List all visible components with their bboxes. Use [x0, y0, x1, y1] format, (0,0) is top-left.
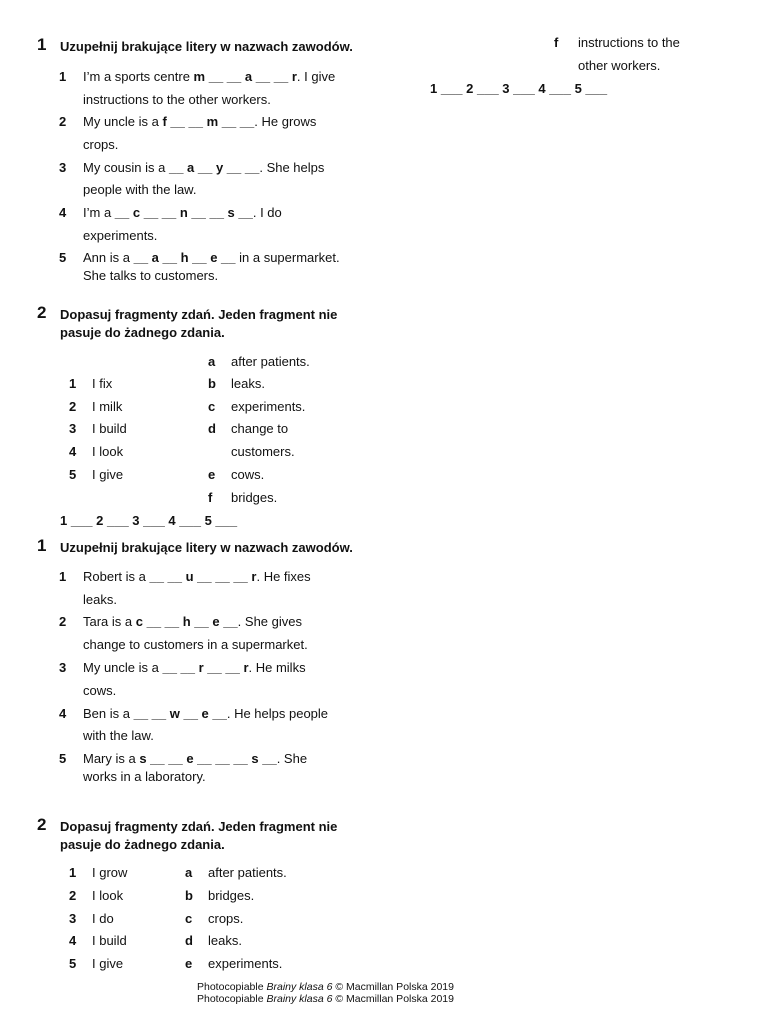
option-letter: e	[208, 467, 216, 482]
footer-copyright: Photocopiable Brainy klasa 6 © Macmillan Polska 2019	[197, 981, 454, 993]
section-heading-cont: pasuje do żadnego zdania.	[60, 837, 225, 852]
item-number: 3	[59, 660, 67, 675]
word-blanks[interactable]: f __ __ m __ __	[162, 114, 255, 129]
item-text: I look	[92, 444, 124, 459]
item-text: I do	[92, 911, 114, 926]
word-blanks[interactable]: __ a __ y __ __	[168, 160, 260, 175]
item-number: 3	[69, 421, 77, 436]
section-heading-cont: pasuje do żadnego zdania.	[60, 325, 225, 340]
item-text: I look	[92, 888, 124, 903]
item-number: 4	[69, 933, 77, 948]
option-letter: a	[185, 865, 193, 880]
item-text-cont: cows.	[83, 683, 117, 698]
section-number: 1	[37, 35, 47, 54]
item-number: 4	[69, 444, 77, 459]
section-number: 2	[37, 303, 47, 322]
section-heading: Dopasuj fragmenty zdań. Jeden fragment nie	[60, 819, 338, 834]
item-number: 1	[69, 865, 77, 880]
item-number: 2	[59, 114, 67, 129]
item-text-cont: works in a laboratory.	[83, 769, 206, 784]
item-number: 2	[59, 614, 67, 629]
item-number: 5	[59, 250, 67, 265]
item-text: I fix	[92, 376, 113, 391]
word-blanks[interactable]: __ __ r __ __ r	[162, 660, 249, 675]
word-blanks[interactable]: __ a __ h __ e __	[133, 250, 236, 265]
option-text: leaks.	[231, 376, 265, 391]
item-text: I grow	[92, 865, 128, 880]
word-blanks[interactable]: m __ __ a __ __ r	[193, 69, 297, 84]
option-text: change to	[231, 421, 289, 436]
item-number: 2	[69, 399, 77, 414]
option-letter: e	[185, 956, 193, 971]
item-text: I milk	[92, 399, 123, 414]
option-letter: b	[185, 888, 193, 903]
footer-copyright: Photocopiable Brainy klasa 6 © Macmillan Polska 2019	[197, 993, 454, 1005]
item-text: I give	[92, 956, 124, 971]
section-number: 1	[37, 536, 47, 555]
item-number: 2	[69, 888, 77, 903]
section-heading: Uzupełnij brakujące litery w nazwach zawodów.	[60, 540, 353, 555]
option-text: after patients.	[231, 354, 310, 369]
option-text: bridges.	[208, 888, 255, 903]
option-text: bridges.	[231, 490, 278, 505]
option-letter: f	[554, 35, 559, 50]
option-letter: f	[208, 490, 213, 505]
word-blanks[interactable]: __ __ u __ __ __ r	[149, 569, 257, 584]
item-text: Tara is a c __ __ h __ e __. She gives	[83, 614, 302, 629]
item-number: 4	[59, 706, 67, 721]
item-text: Ben is a __ __ w __ e __. He helps people	[83, 706, 329, 721]
item-text-cont: experiments.	[83, 228, 158, 243]
word-blanks[interactable]: __ __ w __ e __	[133, 706, 227, 721]
option-letter: c	[185, 911, 193, 926]
item-number: 1	[59, 69, 67, 84]
option-text-cont: customers.	[231, 444, 295, 459]
word-blanks[interactable]: __ c __ __ n __ __ s __	[114, 205, 253, 220]
option-text: after patients.	[208, 865, 287, 880]
section-number: 2	[37, 815, 47, 834]
section-heading: Dopasuj fragmenty zdań. Jeden fragment nie	[60, 307, 338, 322]
item-text: Ann is a __ a __ h __ e __ in a supermarket.	[83, 250, 340, 265]
item-text: I give	[92, 467, 124, 482]
option-text: leaks.	[208, 933, 242, 948]
item-number: 4	[59, 205, 67, 220]
item-text-cont: change to customers in a supermarket.	[83, 637, 308, 652]
item-text-cont: instructions to the other workers.	[83, 92, 271, 107]
item-text: Robert is a __ __ u __ __ __ r. He fixes	[83, 569, 311, 584]
answer-line[interactable]: 1 ___ 2 ___ 3 ___ 4 ___ 5 ___	[430, 81, 608, 96]
option-letter: b	[208, 376, 216, 391]
item-text-cont: with the law.	[83, 728, 154, 743]
item-text: I’m a __ c __ __ n __ __ s __. I do	[83, 205, 282, 220]
option-text: experiments.	[231, 399, 306, 414]
item-text-cont: leaks.	[83, 592, 117, 607]
item-text-cont: crops.	[83, 137, 119, 152]
option-text: cows.	[231, 467, 265, 482]
option-text: crops.	[208, 911, 244, 926]
item-text-cont: She talks to customers.	[83, 268, 219, 283]
option-letter: c	[208, 399, 216, 414]
option-letter: a	[208, 354, 216, 369]
item-text: My uncle is a __ __ r __ __ r. He milks	[83, 660, 306, 675]
item-number: 5	[69, 956, 77, 971]
item-text: I build	[92, 933, 127, 948]
section-heading: Uzupełnij brakujące litery w nazwach zawodów.	[60, 39, 353, 54]
item-number: 3	[59, 160, 67, 175]
option-letter: d	[208, 421, 216, 436]
item-text-cont: people with the law.	[83, 182, 197, 197]
item-number: 5	[59, 751, 67, 766]
item-text: My uncle is a f __ __ m __ __. He grows	[83, 114, 317, 129]
item-text: I’m a sports centre m __ __ a __ __ r. I give	[83, 69, 336, 84]
item-text: My cousin is a __ a __ y __ __. She helps	[83, 160, 325, 175]
word-blanks[interactable]: c __ __ h __ e __	[135, 614, 238, 629]
item-number: 3	[69, 911, 77, 926]
option-letter: d	[185, 933, 193, 948]
option-text-cont: other workers.	[578, 58, 661, 73]
item-number: 1	[59, 569, 67, 584]
item-text: I build	[92, 421, 127, 436]
item-number: 1	[69, 376, 77, 391]
option-text: experiments.	[208, 956, 283, 971]
answer-line[interactable]: 1 ___ 2 ___ 3 ___ 4 ___ 5 ___	[60, 513, 238, 528]
word-blanks[interactable]: s __ __ e __ __ __ s __	[139, 751, 277, 766]
item-number: 5	[69, 467, 77, 482]
item-text: Mary is a s __ __ e __ __ __ s __. She	[83, 751, 308, 766]
option-text: instructions to the	[578, 35, 680, 50]
